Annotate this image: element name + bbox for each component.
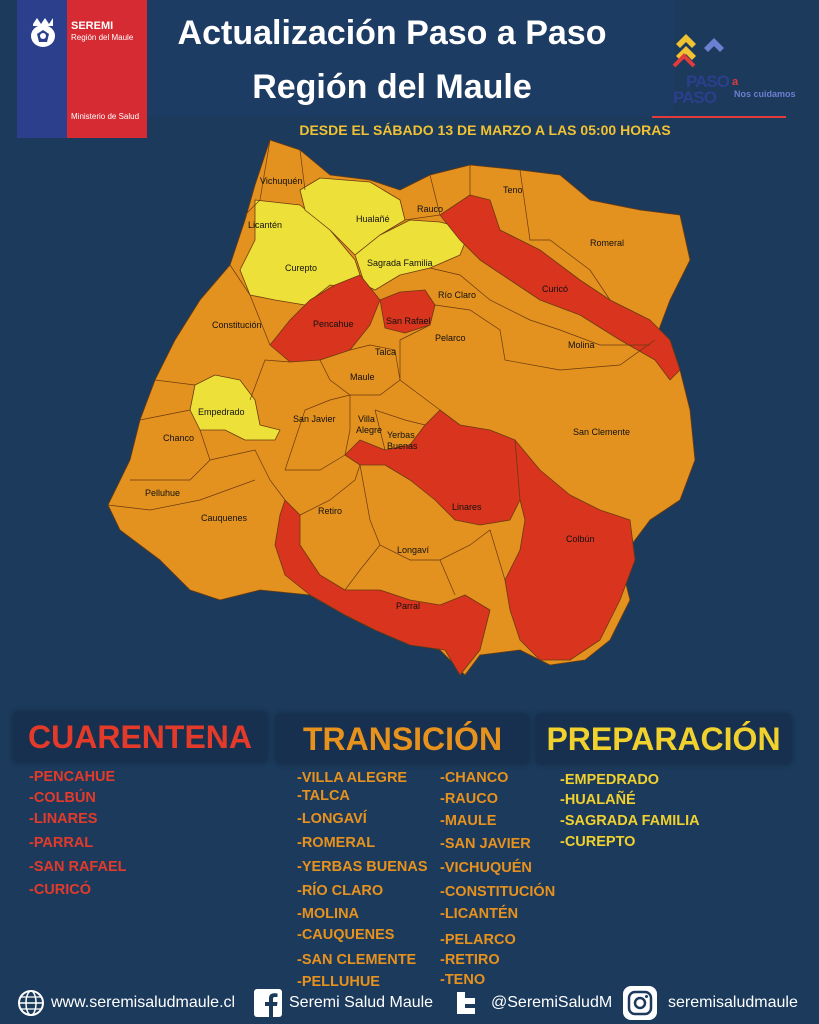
label-empedrado: Empedrado [198, 407, 245, 417]
label-rio-claro: Río Claro [438, 290, 477, 300]
seremi-logo [17, 0, 147, 138]
list-item: -MAULE [440, 813, 497, 829]
preparacion-header [536, 714, 791, 764]
list-item: -RÍO CLARO [297, 883, 384, 899]
list-item: -RAUCO [440, 791, 498, 807]
label-talca: Talca [375, 347, 397, 357]
instagram-link[interactable]: seremisaludmaule [668, 994, 798, 1011]
paso-label-1: PASO [686, 72, 729, 91]
list-item: -COLBÚN [29, 790, 96, 806]
label-yerbas-buenas-2: Buenas [387, 441, 418, 451]
facebook-link[interactable]: Seremi Salud Maule [289, 994, 434, 1011]
label-sagrada-familia: Sagrada Familia [367, 258, 433, 268]
transicion-header [276, 714, 529, 764]
ministerio-label: Ministerio de Salud [71, 112, 140, 121]
paso-a-label: a [732, 76, 739, 88]
label-yerbas-buenas-1: Yerbas [387, 430, 415, 440]
preparacion-title: PREPARACIÓN [546, 721, 781, 757]
label-san-rafael: San Rafael [386, 316, 431, 326]
twitter-link[interactable]: @SeremiSaludM [491, 994, 613, 1011]
list-item: -TENO [440, 972, 486, 988]
list-item: -VICHUQUÉN [440, 860, 532, 876]
chevron-up-icon [672, 30, 742, 70]
list-item: -PENCAHUE [29, 769, 116, 785]
footer-instagram[interactable] [622, 986, 798, 1020]
label-licanten: Licantén [248, 220, 283, 230]
label-longavi: Longaví [397, 545, 430, 555]
page-title: Actualización Paso a Paso [177, 14, 607, 52]
list-item: -SAN CLEMENTE [297, 952, 417, 968]
label-curico: Curicó [542, 284, 569, 294]
list-item: -MOLINA [297, 906, 360, 922]
list-item: -CAUQUENES [297, 927, 395, 943]
nos-cuidamos-label: Nos cuidamos [734, 89, 796, 99]
facebook-icon [253, 988, 283, 1018]
label-rauco: Rauco [417, 204, 444, 214]
list-item: -CUREPTO [560, 834, 636, 850]
list-item: -LICANTÉN [440, 906, 519, 922]
list-item: -VILLA ALEGRE [297, 770, 408, 786]
chile-crest-icon [23, 14, 63, 54]
logo-blue-band [17, 0, 67, 138]
list-item: -PELARCO [440, 932, 516, 948]
list-item: -LONGAVÍ [297, 811, 367, 827]
label-pelarco: Pelarco [435, 333, 466, 343]
label-retiro: Retiro [318, 506, 343, 516]
list-item: -PELLUHUE [297, 974, 380, 990]
label-parral: Parral [396, 601, 421, 611]
website-link[interactable]: www.seremisaludmaule.cl [51, 994, 236, 1011]
twitter-icon [455, 990, 485, 1016]
label-cauquenes: Cauquenes [201, 513, 248, 523]
footer-web[interactable] [17, 986, 235, 1020]
label-villa-alegre-2: Alegre [356, 425, 383, 435]
label-pelluhue: Pelluhue [145, 488, 181, 498]
list-item: -HUALAÑÉ [560, 792, 636, 808]
label-maule: Maule [350, 372, 375, 382]
label-villa-alegre-1: Villa [358, 414, 375, 424]
logo-red-band [67, 0, 147, 138]
label-teno: Teno [503, 185, 523, 195]
label-curepto: Curepto [285, 263, 318, 273]
title-banner [147, 0, 674, 116]
label-constitucion: Constitución [212, 320, 262, 330]
paso-label-2: PASO [673, 88, 716, 107]
seremi-region-label: Región del Maule [71, 33, 134, 42]
effective-date: DESDE EL SÁBADO 13 DE MARZO A LAS 05:00 HORAS [299, 122, 671, 138]
globe-icon [17, 989, 45, 1017]
list-item: -ROMERAL [297, 835, 376, 851]
label-linares: Linares [452, 502, 482, 512]
paso-a-paso-logo [646, 30, 796, 122]
maule-region-map [100, 130, 710, 690]
list-item: -RETIRO [440, 952, 500, 968]
label-chanco: Chanco [163, 433, 195, 443]
list-item: -SAN JAVIER [440, 836, 531, 852]
list-item: -SAN RAFAEL [29, 859, 127, 875]
list-item: -CHANCO [440, 770, 509, 786]
label-molina: Molina [568, 340, 595, 350]
list-item: -SAGRADA FAMILIA [560, 813, 700, 829]
list-item: -LINARES [29, 811, 98, 827]
label-vichuquen: Vichuquén [260, 176, 303, 186]
label-colbun: Colbún [566, 534, 595, 544]
label-san-javier: San Javier [293, 414, 336, 424]
footer-twitter[interactable] [455, 986, 612, 1020]
label-pencahue: Pencahue [313, 319, 354, 329]
list-item: -PARRAL [29, 835, 94, 851]
label-romeral: Romeral [590, 238, 625, 248]
logo-underline [652, 116, 786, 118]
transicion-title: TRANSICIÓN [302, 721, 503, 757]
label-hualane: Hualañé [356, 214, 390, 224]
list-item: -CONSTITUCIÓN [440, 884, 556, 900]
instagram-icon [622, 985, 658, 1021]
seremi-label: SEREMI [71, 20, 114, 32]
list-item: -TALCA [297, 788, 350, 804]
label-san-clemente: San Clemente [573, 427, 631, 437]
cuarentena-title: CUARENTENA [28, 719, 252, 755]
list-item: -EMPEDRADO [560, 772, 660, 788]
list-item: -YERBAS BUENAS [297, 859, 428, 875]
list-item: -CURICÓ [29, 882, 92, 898]
footer-facebook[interactable] [253, 986, 433, 1020]
cuarentena-header [13, 712, 267, 762]
page-subtitle-region: Región del Maule [252, 68, 532, 106]
